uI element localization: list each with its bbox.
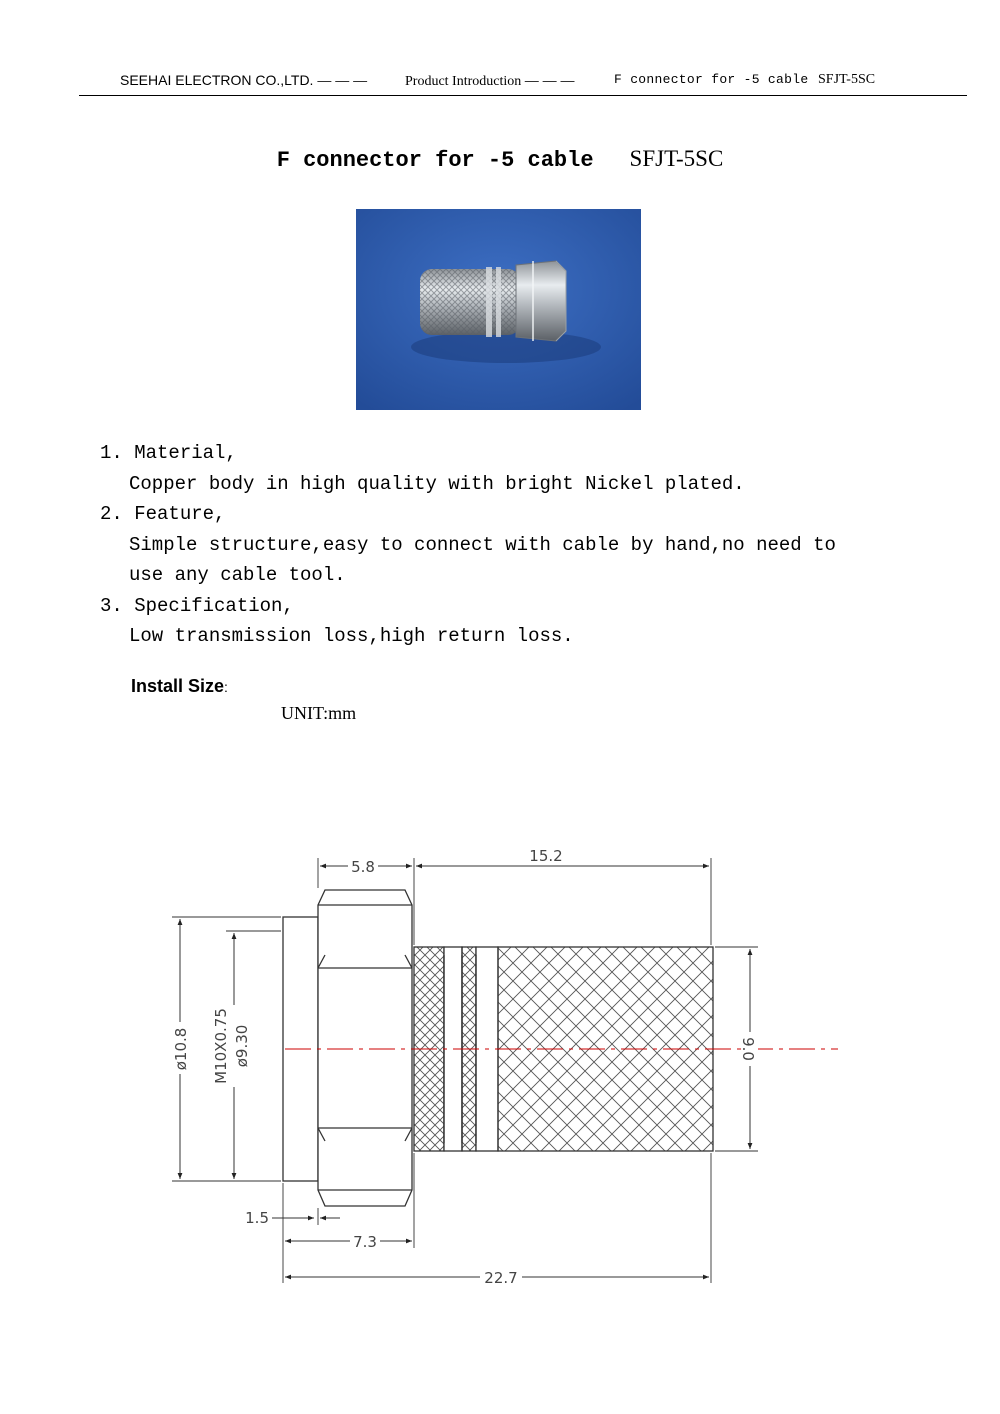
title-model: SFJT-5SC — [629, 146, 724, 171]
technical-drawing — [0, 820, 1000, 1300]
header-section-label: Product Introduction — [405, 74, 522, 89]
install-size-text: Install Size — [131, 676, 225, 696]
spec-heading: 3. Specification, — [100, 594, 294, 617]
dim-knurl-diameter: 9.0 — [739, 1037, 757, 1061]
dim-hex-length: 5.8 — [351, 858, 375, 876]
header-model: SFJT-5SC — [818, 72, 876, 87]
unit-label: UNIT:mm — [281, 703, 357, 723]
dim-thread-diameter: ø9.30 — [233, 1024, 251, 1068]
dim-total-length: 22.7 — [484, 1269, 518, 1287]
header-rule — [79, 95, 967, 96]
header-company — [120, 72, 367, 88]
header-section — [405, 72, 575, 90]
dim-flange-thickness: 1.5 — [245, 1209, 269, 1227]
page-title — [0, 146, 1000, 173]
dim-thread: M10X0.75 — [212, 1008, 230, 1084]
spec-heading: 1. Material, — [100, 442, 237, 464]
spec-line: use any cable tool. — [129, 564, 346, 586]
header-company-name: SEEHAI ELECTRON CO.,LTD. — [120, 72, 314, 88]
spec-line: Copper body in high quality with bright Nickel plated. — [129, 472, 745, 495]
header-dashes-2: — — — — [524, 72, 575, 88]
header-dashes: — — — — [317, 72, 368, 88]
drawing-hex-nut — [318, 890, 412, 1206]
header-product: F connector for -5 cable — [614, 72, 809, 87]
photo-connector-body — [420, 261, 566, 341]
spec-line: Simple structure,easy to connect with cable by hand,no need to — [129, 533, 836, 556]
specifications — [100, 438, 836, 652]
dim-front-length: 7.3 — [353, 1233, 377, 1251]
install-size-label — [131, 676, 228, 697]
spec-heading: 2. Feature, — [100, 503, 226, 525]
spec-line: Low transmission loss,high return loss. — [129, 625, 574, 647]
connector-photo — [356, 209, 641, 410]
install-size-colon: : — [224, 679, 228, 695]
dim-flange-diameter: ø10.8 — [172, 1027, 190, 1071]
dim-knurl-length: 15.2 — [529, 847, 563, 865]
title-product: F connector for -5 cable — [276, 148, 594, 173]
